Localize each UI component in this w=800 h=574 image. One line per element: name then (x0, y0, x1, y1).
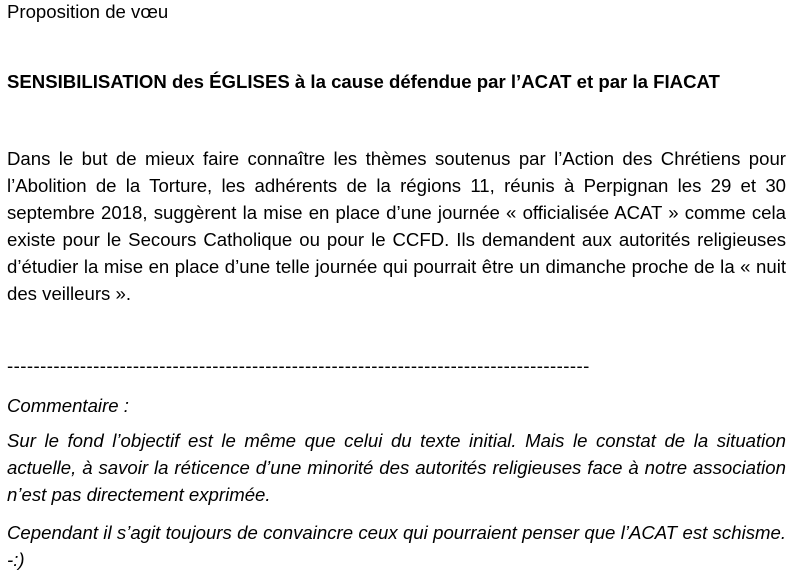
section-separator: ---------------------------------------------------------------------------------------- (7, 356, 590, 376)
proposal-body: Dans le but de mieux faire connaître les thèmes soutenus par l’Action des Chrétiens pour l’Abolition de la Torture, les adhérents de la régions 11, réunis à Perpignan les 29 et 30 septembre 2018, suggèrent la mise en place d’une journée « officialisée ACAT » comme cela existe pour le Secours Catholique ou pour le CCFD. Ils demandent aux autorités religieuses d’étudier la mise en place d’une telle journée qui pourrait être un dimanche proche de la « nuit des veilleurs ». (7, 148, 786, 304)
document-title: SENSIBILISATION des ÉGLISES à la cause défendue par l’ACAT et par la FIACAT (7, 71, 720, 92)
comment-heading: Commentaire : (7, 395, 129, 416)
comment-paragraph-2: Cependant il s’agit toujours de convaincre ceux qui pourraient penser que l’ACAT est schisme. -:) (7, 522, 786, 570)
proposal-label: Proposition de vœu (7, 1, 169, 22)
comment-paragraph-1: Sur le fond l’objectif est le même que celui du texte initial. Mais le constat de la situation actuelle, à savoir la réticence d’une minorité des autorités religieuses face à notre association n’est pas directement exprimée. (7, 430, 786, 505)
